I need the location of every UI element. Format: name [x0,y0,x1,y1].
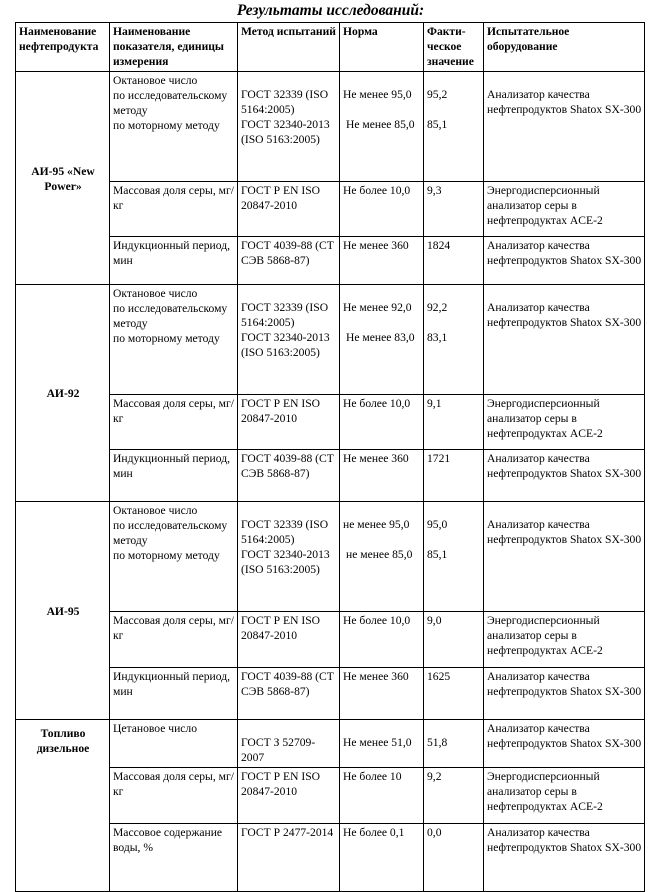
indicator-text: Массовое содержание воды, % [113,826,223,854]
indicator-cell [110,237,238,285]
method-cell [238,668,340,720]
equipment-cell: Энергодисперсионный анализатор серы в нефтепродуктах ACE-2 [484,395,645,450]
equipment-cell: Анализатор качества нефтепродуктов Shatox SX-300 [484,824,645,892]
equipment-cell: Анализатор качества нефтепродуктов Shatox SX-300 [484,502,645,612]
method-text: ГОСТ Р EN ISO 20847-2010 [241,770,321,798]
method-text: ГОСТ 4039-88 (СТ СЭВ 5868-87) [241,239,334,267]
equipment-cell: Энергодисперсионный анализатор серы в нефтепродуктах ACE-2 [484,612,645,668]
table-row [16,285,645,395]
norm-text: Не менее 85,0 [346,118,415,131]
method-cell [238,72,340,182]
norm-cell [340,612,424,668]
method-text: ГОСТ З 52709-2007 [241,736,316,764]
indicator-text: Индукционный период, мин [113,670,231,698]
indicator-text: Октановое число [113,74,198,87]
actual-value: 95,0 [427,518,448,531]
method-cell [238,720,340,768]
norm-cell [340,502,424,612]
method-text: ГОСТ 32339 (ISO 5164:2005) [241,301,329,329]
header-actual: Факти-ческое значение [424,23,484,72]
indicator-cell [110,668,238,720]
product-name: АИ-95 [16,502,110,720]
method-text: ГОСТ Р EN ISO 20847-2010 [241,614,321,642]
actual-cell [424,182,484,237]
method-text: ГОСТ 4039-88 (СТ СЭВ 5868-87) [241,670,334,698]
page-title: Результаты исследований: [236,2,425,19]
table-row [16,668,645,720]
actual-value: 92,2 [427,301,448,314]
actual-value: 85,1 [427,548,448,561]
table-row [16,395,645,450]
norm-cell [340,285,424,395]
equipment-cell: Анализатор качества нефтепродуктов Shatox SX-300 [484,72,645,182]
equipment-cell: Энергодисперсионный анализатор серы в нефтепродуктах ACE-2 [484,182,645,237]
indicator-text: по исследовательскому методу [113,89,228,117]
table-row [16,450,645,502]
indicator-text: по исследовательскому методу [113,519,228,547]
method-text: ГОСТ Р EN ISO 20847-2010 [241,184,321,212]
header-norm: Норма [340,23,424,72]
table-row [16,502,645,612]
method-cell [238,285,340,395]
method-text: ГОСТ 32339 (ISO 5164:2005) [241,88,329,116]
header-indicator: Наименование показателя, единицы измерения [110,23,238,72]
norm-text: Не менее 360 [343,452,409,465]
norm-text: Не более 10,0 [343,614,411,627]
norm-text: Не менее 95,0 [343,88,412,101]
method-cell [238,612,340,668]
indicator-cell [110,612,238,668]
indicator-cell [110,824,238,892]
equipment-cell: Анализатор качества нефтепродуктов Shatox SX-300 [484,285,645,395]
norm-text: Не менее 360 [343,239,409,252]
actual-cell [424,237,484,285]
method-text: ГОСТ 4039-88 (СТ СЭВ 5868-87) [241,452,334,480]
table-row [16,237,645,285]
table-row [16,720,645,768]
indicator-text: Цетановое число [113,722,198,735]
method-text: ГОСТ Р 2477-2014 [241,826,334,839]
equipment-cell: Анализатор качества нефтепродуктов Shatox SX-300 [484,720,645,768]
method-text: ГОСТ 32340-2013 (ISO 5163:2005) [241,118,330,146]
actual-value: 9,2 [427,770,442,783]
norm-text: не менее 85,0 [346,548,413,561]
method-cell [238,768,340,824]
indicator-text: Индукционный период, мин [113,452,231,480]
header-method: Метод испытаний [238,23,340,72]
table-row [16,768,645,824]
actual-value: 95,2 [427,88,448,101]
actual-value: 1625 [427,670,451,683]
norm-text: Не более 10,0 [343,184,411,197]
header-row [16,23,645,72]
equipment-cell: Энергодисперсионный анализатор серы в нефтепродуктах ACE-2 [484,768,645,824]
norm-cell [340,450,424,502]
method-cell [238,502,340,612]
actual-value: 83,1 [427,331,448,344]
equipment-cell: Анализатор качества нефтепродуктов Shatox SX-300 [484,668,645,720]
norm-text: Не менее 83,0 [346,331,415,344]
indicator-text: по моторному методу [113,332,220,345]
table-row [16,824,645,892]
equipment-cell: Анализатор качества нефтепродуктов Shatox SX-300 [484,237,645,285]
norm-cell [340,720,424,768]
indicator-text: по моторному методу [113,549,220,562]
norm-cell [340,768,424,824]
actual-cell [424,612,484,668]
actual-value: 85,1 [427,118,448,131]
table-row [16,182,645,237]
actual-cell [424,450,484,502]
indicator-cell [110,768,238,824]
indicator-cell [110,285,238,395]
indicator-text: по моторному методу [113,119,220,132]
indicator-text: Октановое число [113,504,198,517]
norm-text: Не менее 51,0 [343,736,412,749]
norm-text: Не менее 92,0 [343,301,412,314]
indicator-text: Октановое число [113,287,198,300]
indicator-text: по исследовательскому методу [113,302,228,330]
indicator-text: Индукционный период, мин [113,239,231,267]
actual-cell [424,72,484,182]
method-cell [238,395,340,450]
results-table [15,22,645,892]
actual-value: 9,0 [427,614,442,627]
method-cell [238,237,340,285]
norm-text: Не более 10 [343,770,402,783]
indicator-cell [110,502,238,612]
norm-text: Не менее 360 [343,670,409,683]
table-row [16,72,645,182]
norm-text: Не более 10,0 [343,397,411,410]
product-name: АИ-92 [16,285,110,502]
norm-cell [340,395,424,450]
method-text: ГОСТ 32339 (ISO 5164:2005) [241,518,329,546]
actual-value: 9,3 [427,184,442,197]
indicator-text: Массовая доля серы, мг/кг [113,770,234,798]
method-cell [238,182,340,237]
actual-cell [424,668,484,720]
method-text: ГОСТ Р EN ISO 20847-2010 [241,397,321,425]
actual-cell [424,502,484,612]
product-name: АИ-95 «New Power» [16,72,110,285]
actual-value: 1824 [427,239,451,252]
indicator-text: Массовая доля серы, мг/кг [113,184,234,212]
norm-text: Не более 0,1 [343,826,405,839]
actual-cell [424,768,484,824]
indicator-cell [110,720,238,768]
actual-cell [424,285,484,395]
method-text: ГОСТ 32340-2013 (ISO 5163:2005) [241,331,330,359]
actual-value: 51,8 [427,736,448,749]
norm-cell [340,824,424,892]
indicator-text: Массовая доля серы, мг/кг [113,397,234,425]
norm-text: не менее 95,0 [343,518,410,531]
method-text: ГОСТ 32340-2013 (ISO 5163:2005) [241,548,330,576]
indicator-text: Массовая доля серы, мг/кг [113,614,234,642]
actual-cell [424,824,484,892]
actual-cell [424,395,484,450]
method-cell [238,450,340,502]
indicator-cell [110,395,238,450]
norm-cell [340,237,424,285]
indicator-cell [110,450,238,502]
actual-cell [424,720,484,768]
product-name: Топливо дизельное [16,720,110,892]
equipment-cell: Анализатор качества нефтепродуктов Shatox SX-300 [484,450,645,502]
actual-value: 1721 [427,452,451,465]
indicator-cell [110,182,238,237]
method-cell [238,824,340,892]
norm-cell [340,72,424,182]
actual-value: 0,0 [427,826,442,839]
header-product: Наименование нефтепродукта [16,23,110,72]
norm-cell [340,668,424,720]
indicator-cell [110,72,238,182]
actual-value: 9,1 [427,397,442,410]
header-equipment: Испытательное оборудование [484,23,645,72]
table-row [16,612,645,668]
norm-cell [340,182,424,237]
